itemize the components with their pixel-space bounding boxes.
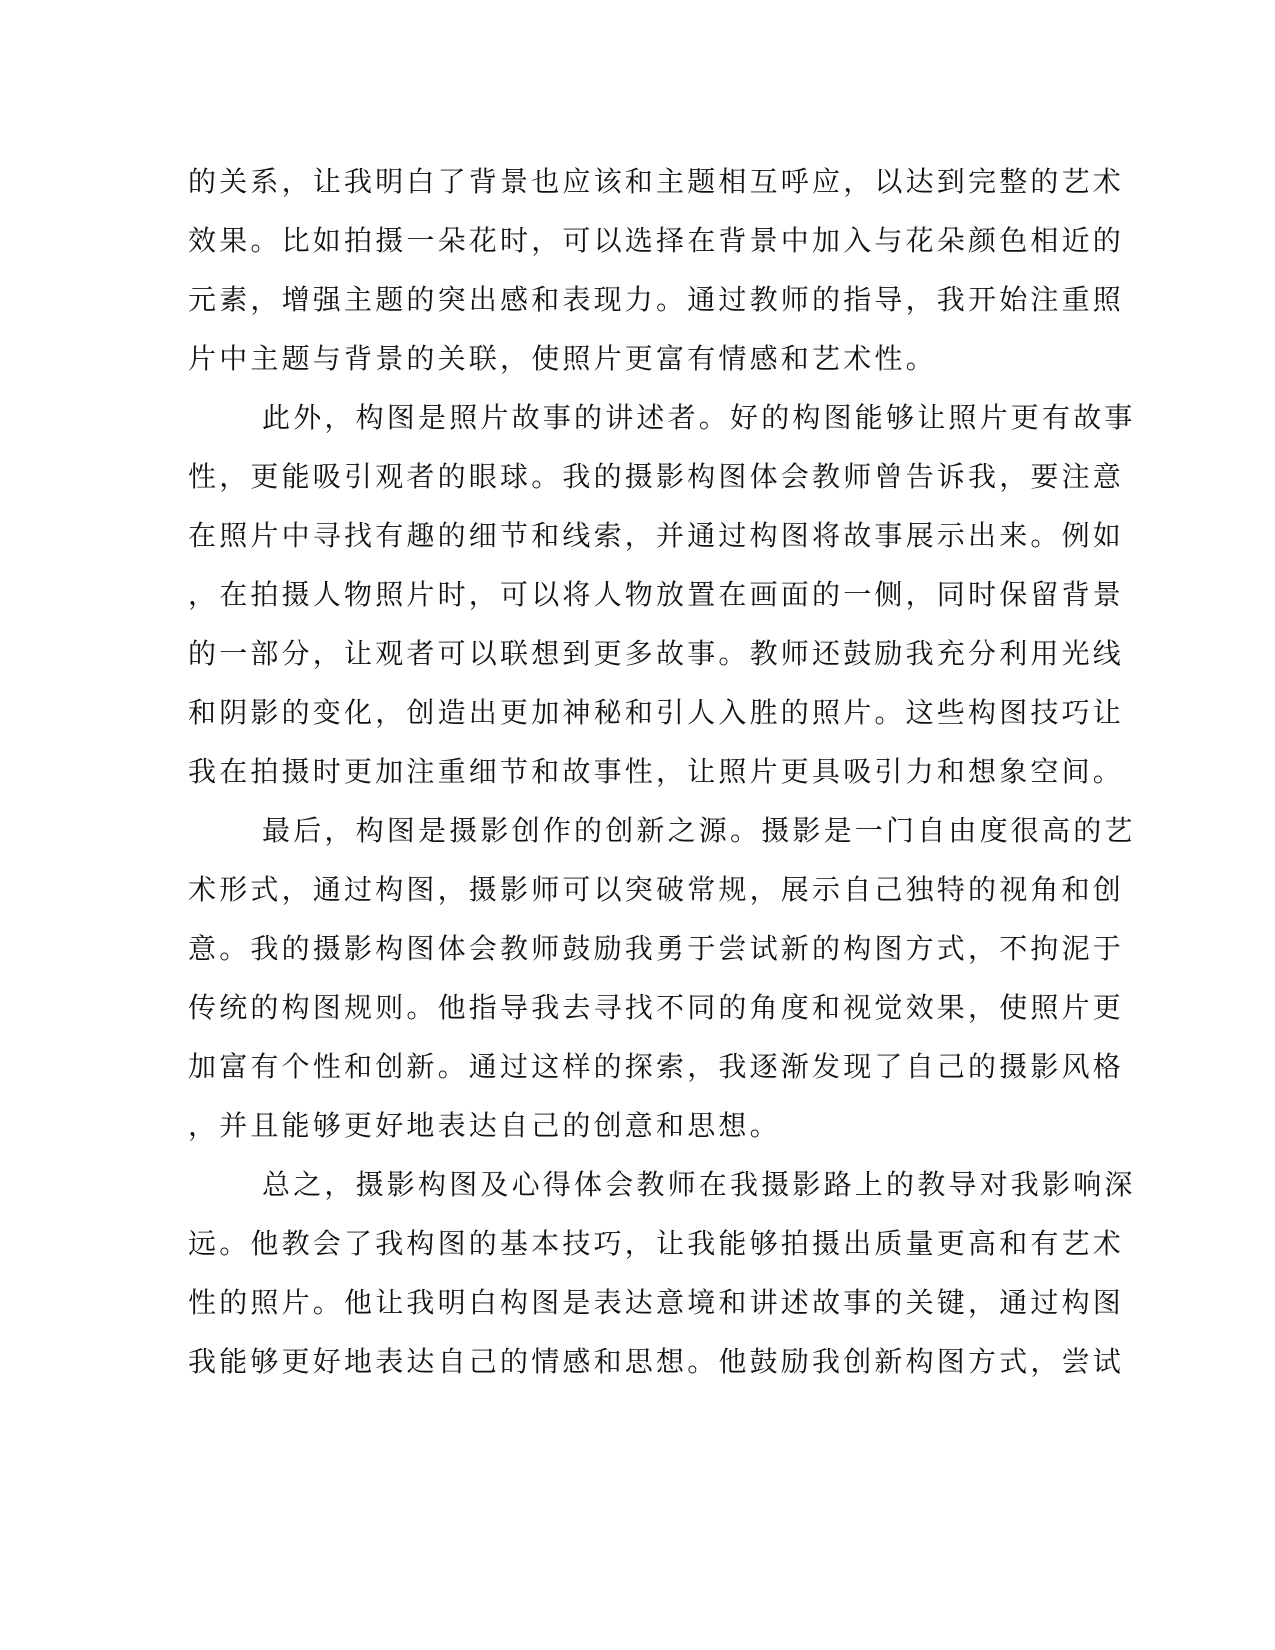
text-line: ，并且能够更好地表达自己的创意和思想。 — [188, 1109, 781, 1142]
text-line: ，在拍摄人物照片时，可以将人物放置在画面的一侧，同时保留背景 — [188, 578, 1125, 611]
text-line: 我能够更好地表达自己的情感和思想。他鼓励我创新构图方式，尝试 — [188, 1345, 1125, 1378]
text-line: 的一部分，让观者可以联想到更多故事。教师还鼓励我充分利用光线 — [188, 637, 1125, 670]
text-line: 性的照片。他让我明白构图是表达意境和讲述故事的关键，通过构图 — [188, 1286, 1125, 1319]
text-line: 性，更能吸引观者的眼球。我的摄影构图体会教师曾告诉我，要注意 — [188, 460, 1125, 493]
text-line: 我在拍摄时更加注重细节和故事性，让照片更具吸引力和想象空间。 — [188, 755, 1125, 788]
paragraph-first-line: 此外，构图是照片故事的讲述者。好的构图能够让照片更有故事 — [262, 401, 1136, 434]
text-line: 元素，增强主题的突出感和表现力。通过教师的指导，我开始注重照 — [188, 283, 1125, 316]
text-line: 和阴影的变化，创造出更加神秘和引人入胜的照片。这些构图技巧让 — [188, 696, 1125, 729]
paragraph-first-line: 总之，摄影构图及心得体会教师在我摄影路上的教导对我影响深 — [262, 1168, 1136, 1201]
text-line: 传统的构图规则。他指导我去寻找不同的角度和视觉效果，使照片更 — [188, 991, 1125, 1024]
text-line: 术形式，通过构图，摄影师可以突破常规，展示自己独特的视角和创 — [188, 873, 1125, 906]
text-line: 加富有个性和创新。通过这样的探索，我逐渐发现了自己的摄影风格 — [188, 1050, 1125, 1083]
text-line: 效果。比如拍摄一朵花时，可以选择在背景中加入与花朵颜色相近的 — [188, 224, 1125, 257]
text-line: 片中主题与背景的关联，使照片更富有情感和艺术性。 — [188, 342, 937, 375]
text-line: 的关系，让我明白了背景也应该和主题相互呼应，以达到完整的艺术 — [188, 165, 1125, 198]
text-line: 远。他教会了我构图的基本技巧，让我能够拍摄出质量更高和有艺术 — [188, 1227, 1125, 1260]
text-line: 在照片中寻找有趣的细节和线索，并通过构图将故事展示出来。例如 — [188, 519, 1125, 552]
text-line: 意。我的摄影构图体会教师鼓励我勇于尝试新的构图方式，不拘泥于 — [188, 932, 1125, 965]
paragraph-first-line: 最后，构图是摄影创作的创新之源。摄影是一门自由度很高的艺 — [262, 814, 1136, 847]
